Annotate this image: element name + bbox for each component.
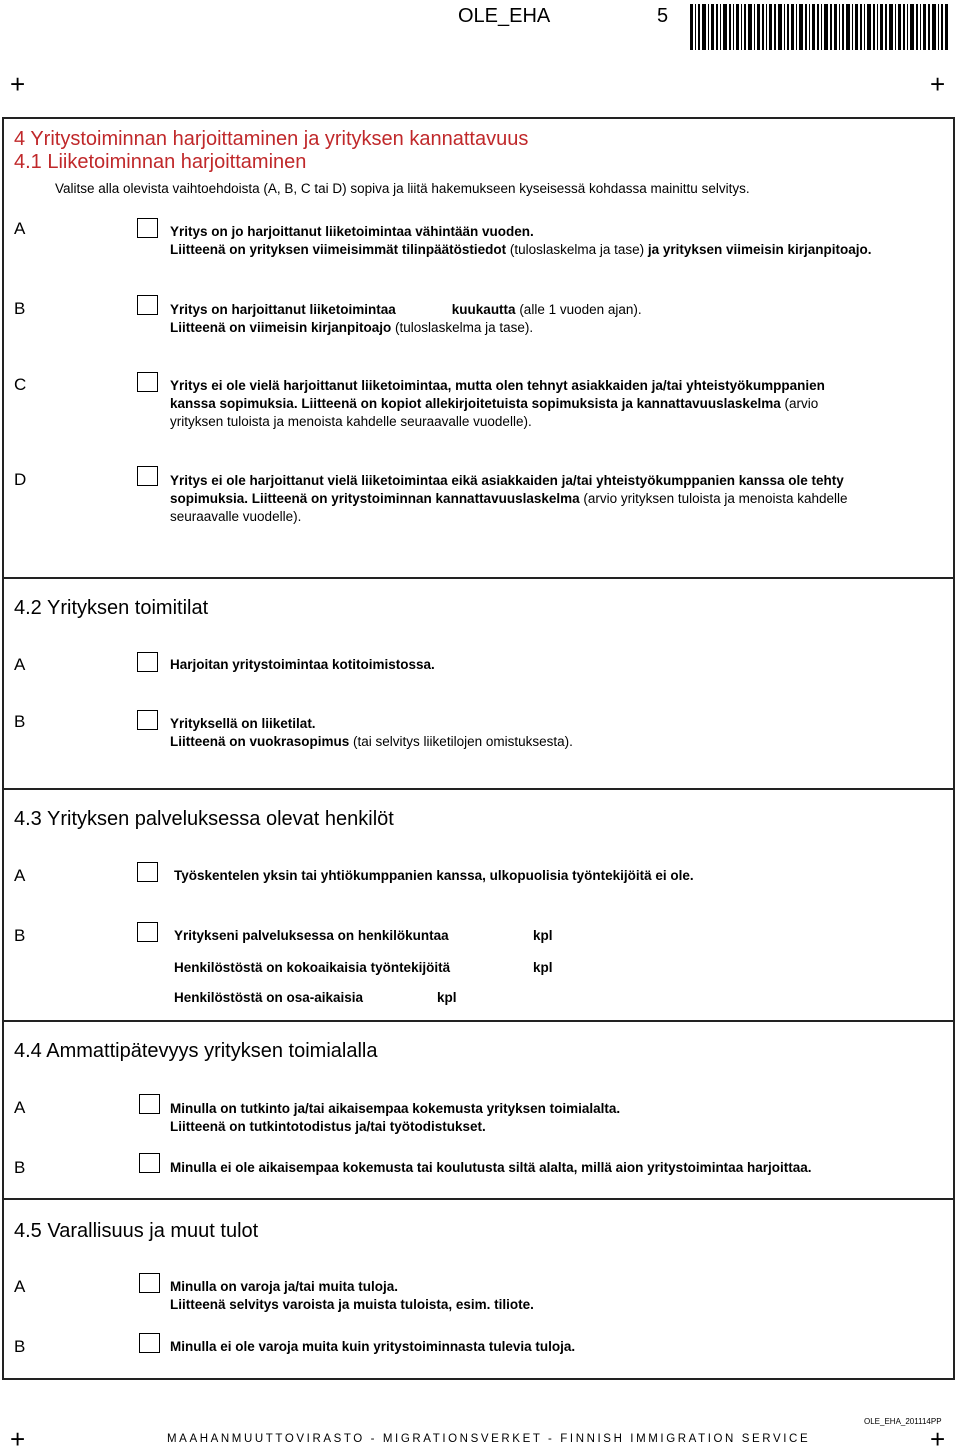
option-b-text: Yritys on harjoittanut liiketoimintaa kuukautta (alle 1 vuoden ajan). Liitteenä on viimeisin kirjanpitoajo (tuloslaskelma ja tase). <box>170 302 642 335</box>
footer-agency: MAAHANMUUTTOVIRASTO - MIGRATIONSVERKET - FINNISH IMMIGRATION SERVICE <box>167 1433 811 1445</box>
section-4-1-box <box>2 117 955 579</box>
option-c-text: Yritys ei ole vielä harjoittanut liiketoimintaa, mutta olen tehnyt asiakkaiden ja/tai yhteistyökumppanien kanssa sopimuksia. Liitteenä on kopiot allekirjoitetuista sopimuksista ja kannattavuuslaskelma (arvio yrityksen tuloista ja menoista kahdelle seuraavalle vuodelle). <box>170 378 825 429</box>
no-experience-text: Minulla ei ole aikaisempaa kokemusta tai koulutusta siltä alalta, millä aion yritystoimintaa harjoittaa. <box>170 1160 812 1175</box>
staff-fulltime-unit: kpl <box>533 960 553 975</box>
staff-parttime-unit: kpl <box>437 990 457 1005</box>
option-letter: A <box>14 1277 26 1296</box>
section-4-4-title: 4.4 Ammattipätevyys yrityksen toimialalla <box>14 1040 378 1062</box>
staff-total-label: Yritykseni palveluksessa on henkilökuntaa <box>174 928 449 943</box>
works-alone-text: Työskentelen yksin tai yhtiökumppanien kanssa, ulkopuolisia työntekijöitä ei ole. <box>174 868 694 883</box>
section-4-2-title: 4.2 Yrityksen toimitilat <box>14 597 209 619</box>
has-assets-checkbox[interactable] <box>139 1273 160 1293</box>
no-experience-checkbox[interactable] <box>139 1153 160 1173</box>
page-number: 5 <box>657 5 669 27</box>
has-degree-checkbox[interactable] <box>139 1094 160 1114</box>
business-premises-checkbox[interactable] <box>137 710 158 730</box>
section-4-2-box <box>2 577 955 790</box>
no-assets-text: Minulla ei ole varoja muita kuin yritystoiminnasta tulevia tuloja. <box>170 1339 576 1354</box>
option-letter: D <box>14 470 27 489</box>
section-4-3-title: 4.3 Yrityksen palveluksessa olevat henkilöt <box>14 808 394 830</box>
option-letter: B <box>14 926 26 945</box>
option-a-checkbox[interactable] <box>137 218 158 238</box>
section-4-4-box <box>2 1020 955 1200</box>
works-alone-checkbox[interactable] <box>137 862 158 882</box>
section-4-3-box <box>2 788 955 1022</box>
form-code: OLE_EHA <box>458 5 551 27</box>
crop-mark-top-right: + <box>930 69 946 99</box>
home-office-text: Harjoitan yritystoimintaa kotitoimistossa. <box>170 657 435 672</box>
section-4-1-title: 4.1 Liiketoiminnan harjoittaminen <box>14 151 307 173</box>
has-degree-text: Minulla on tutkinto ja/tai aikaisempaa kokemusta yrityksen toimialalta. Liitteenä on tutkintotodistus ja/tai työtodistukset. <box>170 1101 621 1134</box>
barcode <box>690 4 948 50</box>
crop-mark-top-left: + <box>10 69 26 99</box>
option-letter: B <box>14 1337 26 1356</box>
crop-mark-bottom-right: + <box>930 1424 946 1454</box>
option-c-checkbox[interactable] <box>137 372 158 392</box>
option-letter: A <box>14 655 26 674</box>
instruction-text: Valitse alla olevista vaihtoehdoista (A, B, C tai D) sopiva ja liitä hakemukseen kyseisessä kohdassa mainittu selvitys. <box>55 181 750 196</box>
option-letter: A <box>14 219 26 238</box>
option-letter: A <box>14 1098 26 1117</box>
option-letter: B <box>14 299 26 318</box>
section-4-5-box <box>2 1198 955 1380</box>
has-assets-text: Minulla on varoja ja/tai muita tuloja. Liitteenä selvitys varoista ja muista tuloista, esim. tiliote. <box>170 1279 534 1312</box>
option-letter: B <box>14 1158 26 1177</box>
has-staff-checkbox[interactable] <box>137 922 158 942</box>
section-4-title: 4 Yritystoiminnan harjoittaminen ja yrityksen kannattavuus <box>14 128 529 150</box>
option-d-checkbox[interactable] <box>137 466 158 486</box>
staff-parttime-label: Henkilöstöstä on osa-aikaisia <box>174 990 364 1005</box>
option-letter: A <box>14 866 26 885</box>
home-office-checkbox[interactable] <box>137 652 158 672</box>
option-d-text: Yritys ei ole harjoittanut vielä liiketoimintaa eikä asiakkaiden ja/tai yhteistyökumppanien kanssa ole tehty sopimuksia. Liitteenä on yritystoiminnan kannattavuuslaskelma (arvio yrityksen tuloista ja menoista kahdelle seuraavalle vuodelle). <box>170 473 848 524</box>
option-letter: B <box>14 712 26 731</box>
option-letter: C <box>14 375 27 394</box>
option-a-text: Yritys on jo harjoittanut liiketoimintaa vähintään vuoden. Liitteenä on yrityksen viimeisimmät tilinpäätöstiedot (tuloslaskelma ja tase) ja yrityksen viimeisin kirjanpitoajo. <box>170 224 872 257</box>
staff-fulltime-label: Henkilöstöstä on kokoaikaisia työntekijöitä <box>174 960 451 975</box>
option-b-checkbox[interactable] <box>137 295 158 315</box>
footer-form-id: OLE_EHA_201114PP <box>864 1417 942 1426</box>
section-4-5-title: 4.5 Varallisuus ja muut tulot <box>14 1220 259 1242</box>
business-premises-text: Yrityksellä on liiketilat. Liitteenä on vuokrasopimus (tai selvitys liiketilojen omistuksesta). <box>170 716 573 749</box>
staff-total-unit: kpl <box>533 928 553 943</box>
crop-mark-bottom-left: + <box>10 1424 26 1454</box>
no-assets-checkbox[interactable] <box>139 1333 160 1353</box>
